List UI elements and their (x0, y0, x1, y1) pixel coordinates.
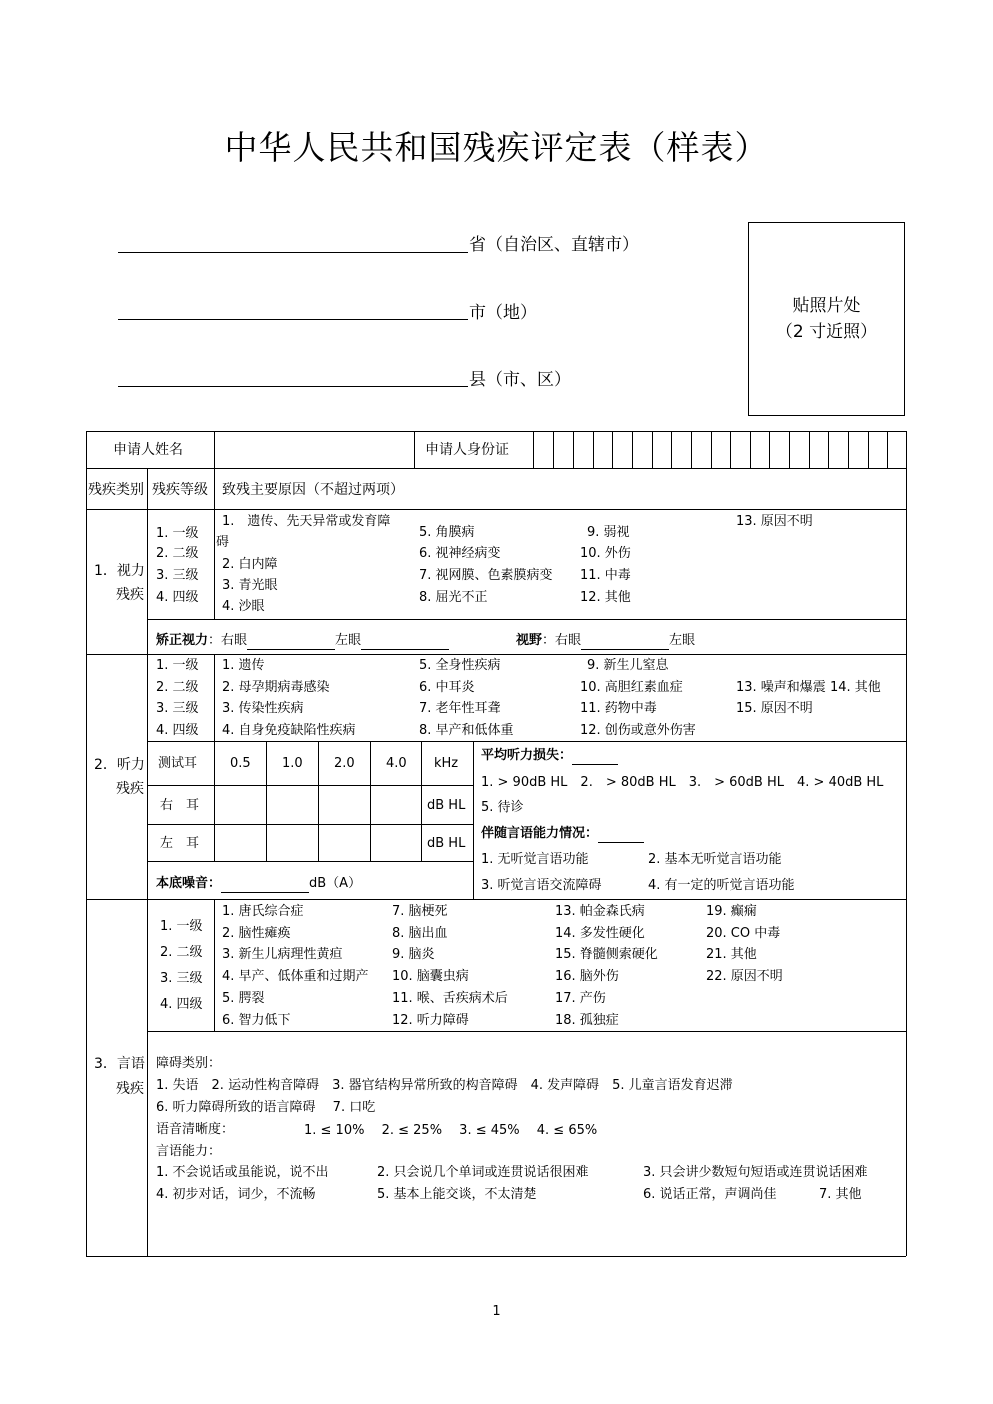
speech-cause-8[interactable]: 8. 脑出血 (392, 926, 448, 941)
speech-ability-opt-3[interactable]: 3. 听觉言语交流障碍 (481, 878, 602, 893)
hearing-cause-5[interactable]: 5. 全身性疾病 (419, 658, 501, 673)
right-ear-0-5-field[interactable] (216, 787, 266, 823)
speech-cause-17[interactable]: 17. 产伤 (555, 991, 606, 1006)
speech-level-3[interactable]: 3. 三级 (160, 971, 203, 986)
speech-level-2[interactable]: 2. 二级 (160, 945, 203, 960)
photo-label: 贴照片处 (792, 296, 861, 316)
corrected-left-eye-field[interactable] (361, 649, 449, 650)
freq-0-5: 0.5 (230, 756, 251, 771)
right-ear-4-0-field[interactable] (372, 787, 420, 823)
category-header: 残疾类别 (88, 482, 144, 498)
freq-unit: kHz (434, 756, 459, 771)
applicant-id-label: 申请人身份证 (425, 442, 509, 458)
speech-ability-field[interactable] (598, 842, 644, 843)
speech-cause-5[interactable]: 5. 腭裂 (222, 991, 265, 1006)
photo-box[interactable] (748, 222, 905, 416)
photo-size-label: （2 寸近照） (775, 322, 878, 342)
speech-category-label-2: 残疾 (116, 1081, 144, 1097)
hearing-cause-12[interactable]: 12. 创伤或意外伤害 (580, 723, 696, 738)
cause-header: 致残主要原因（不超过两项） (222, 482, 404, 498)
hearing-level-2[interactable]: 2. 二级 (156, 680, 199, 695)
vision-cause-1-wrap: 碍 (216, 535, 230, 550)
speech-cause-9[interactable]: 9. 脑炎 (392, 947, 435, 962)
visual-field-right-label: ：右眼 (542, 633, 582, 648)
left-ear-0-5-field[interactable] (216, 826, 266, 860)
speech-cause-13[interactable]: 13. 帕金森氏病 (555, 904, 645, 919)
vision-cause-11[interactable]: 11. 中毒 (580, 568, 631, 583)
avg-loss-pending[interactable]: 5. 待诊 (481, 800, 524, 815)
freq-1-0: 1.0 (282, 756, 303, 771)
applicant-id-field[interactable] (535, 433, 905, 467)
test-ear-header: 测试耳 (158, 756, 198, 771)
vision-level-1[interactable]: 1. 一级 (156, 526, 199, 541)
province-input-line[interactable] (118, 252, 468, 253)
hearing-level-1[interactable]: 1. 一级 (156, 658, 199, 673)
background-noise-field[interactable] (221, 892, 309, 893)
clarity-label: 语音清晰度： (156, 1122, 235, 1137)
hearing-cause-15[interactable]: 15. 原因不明 (736, 701, 813, 716)
vision-cause-6[interactable]: 6. 视神经病变 (419, 546, 501, 561)
speech-ability-6[interactable]: 6. 说话正常，声调尚佳 (643, 1187, 777, 1202)
freq-2-0: 2.0 (334, 756, 355, 771)
speech-ability-3[interactable]: 3. 只会讲少数短句短语或连贯说话困难 (643, 1165, 868, 1180)
left-ear-1-0-field[interactable] (268, 826, 318, 860)
left-ear-unit: dB HL (427, 836, 466, 851)
speech-cause-6[interactable]: 6. 智力低下 (222, 1013, 291, 1028)
right-ear-unit: dB HL (427, 798, 466, 813)
left-ear-label: 左 耳 (160, 836, 200, 851)
speech-cause-19[interactable]: 19. 癫痫 (706, 904, 757, 919)
visual-field-label: 视野 (516, 633, 543, 648)
background-noise-unit: dB（A） (309, 876, 362, 891)
city-label: 市（地） (469, 303, 537, 323)
hearing-level-4[interactable]: 4. 四级 (156, 723, 199, 738)
speech-cause-22[interactable]: 22. 原因不明 (706, 969, 783, 984)
vision-cause-7[interactable]: 7. 视网膜、色素膜病变 (419, 568, 553, 583)
speech-ability-opt-2[interactable]: 2. 基本无听觉言语功能 (648, 852, 782, 867)
speech-cause-3[interactable]: 3. 新生儿病理性黄疸 (222, 947, 343, 962)
speech-cause-1[interactable]: 1. 唐氏综合症 (222, 904, 304, 919)
speech-cause-15[interactable]: 15. 脊髓侧索硬化 (555, 947, 658, 962)
hearing-level-3[interactable]: 3. 三级 (156, 701, 199, 716)
freq-4-0: 4.0 (386, 756, 407, 771)
speech-cause-21[interactable]: 21. 其他 (706, 947, 757, 962)
speech-cause-11[interactable]: 11. 喉、舌疾病术后 (392, 991, 508, 1006)
vision-cause-1[interactable]: 1. 遗传、先天异常或发育障 (222, 514, 391, 529)
speech-cause-4[interactable]: 4. 早产、低体重和过期产 (222, 969, 369, 984)
hearing-cause-1[interactable]: 1. 遗传 (222, 658, 265, 673)
hearing-cause-11[interactable]: 11. 药物中毒 (580, 701, 657, 716)
applicant-name-label: 申请人姓名 (113, 442, 183, 458)
speech-level-1[interactable]: 1. 一级 (160, 919, 203, 934)
speech-cause-10[interactable]: 10. 脑囊虫病 (392, 969, 469, 984)
corrected-right-eye-field[interactable] (247, 649, 335, 650)
vision-cause-3[interactable]: 3. 青光眼 (222, 578, 278, 593)
speech-ability-label: 伴随言语能力情况： (481, 826, 599, 841)
level-header: 残疾等级 (152, 482, 208, 498)
hearing-cause-3[interactable]: 3. 传染性疾病 (222, 701, 304, 716)
hearing-cause-8[interactable]: 8. 早产和低体重 (419, 723, 514, 738)
speech-level-4[interactable]: 4. 四级 (160, 997, 203, 1012)
visual-field-left-label: 左眼 (669, 633, 696, 648)
vision-cause-12[interactable]: 12. 其他 (580, 590, 631, 605)
vision-cause-8[interactable]: 8. 屈光不正 (419, 590, 488, 605)
speech-cause-18[interactable]: 18. 孤独症 (555, 1013, 619, 1028)
vision-cause-13[interactable]: 13. 原因不明 (736, 514, 813, 529)
vision-level-2[interactable]: 2. 二级 (156, 546, 199, 561)
vision-level-3[interactable]: 3. 三级 (156, 568, 199, 583)
speech-ability-header: 言语能力： (156, 1144, 222, 1159)
left-ear-2-0-field[interactable] (320, 826, 370, 860)
right-ear-1-0-field[interactable] (268, 787, 318, 823)
right-ear-2-0-field[interactable] (320, 787, 370, 823)
visual-field-right-field[interactable] (581, 649, 669, 650)
vision-cause-10[interactable]: 10. 外伤 (580, 546, 631, 561)
avg-loss-label: 平均听力损失： (481, 748, 573, 763)
speech-category-label: 3．言语 (94, 1056, 145, 1072)
speech-ability-2[interactable]: 2. 只会说几个单词或连贯说话很困难 (377, 1165, 589, 1180)
speech-cause-16[interactable]: 16. 脑外伤 (555, 969, 619, 984)
speech-ability-5[interactable]: 5. 基本上能交谈，不太清楚 (377, 1187, 537, 1202)
hearing-cause-13-14[interactable]: 13. 噪声和爆震 14. 其他 (736, 680, 881, 695)
vision-cause-2[interactable]: 2. 白内障 (222, 557, 278, 572)
left-ear-4-0-field[interactable] (372, 826, 420, 860)
hearing-cause-4[interactable]: 4. 自身免疫缺陷性疾病 (222, 723, 356, 738)
right-ear-label: 右 耳 (160, 798, 200, 813)
avg-loss-options[interactable]: 1. > 90dB HL 2. > 80dB HL 3. > 60dB HL 4. > 40dB HL (481, 775, 884, 790)
vision-category-label-2: 残疾 (116, 587, 144, 603)
hearing-cause-10[interactable]: 10. 高胆红素血症 (580, 680, 683, 695)
speech-cause-2[interactable]: 2. 脑性瘫痪 (222, 926, 291, 941)
corrected-right-eye-label: ：右眼 (208, 633, 248, 648)
hearing-category-label: 2．听力 (94, 757, 145, 773)
speech-ability-7[interactable]: 7. 其他 (819, 1187, 862, 1202)
disorder-type-options-1[interactable]: 1. 失语 2. 运动性构音障碍 3. 器官结构异常所致的构音障碍 4. 发声障碍 5. 儿童言语发育迟滞 (156, 1078, 733, 1093)
hearing-cause-9[interactable]: 9. 新生儿窒息 (587, 658, 669, 673)
corrected-left-eye-label: 左眼 (335, 633, 362, 648)
hearing-cause-2[interactable]: 2. 母孕期病毒感染 (222, 680, 330, 695)
province-label: 省（自治区、直辖市） (469, 235, 639, 255)
speech-ability-opt-4[interactable]: 4. 有一定的听觉言语功能 (648, 878, 795, 893)
page-number: 1 (492, 1304, 501, 1319)
speech-cause-14[interactable]: 14. 多发性硬化 (555, 926, 645, 941)
corrected-vision-label: 矫正视力 (156, 633, 209, 648)
hearing-category-label-2: 残疾 (116, 781, 144, 797)
vision-category-label: 1．视力 (94, 563, 145, 579)
county-input-line[interactable] (118, 386, 468, 387)
speech-ability-opt-1[interactable]: 1. 无听觉言语功能 (481, 852, 589, 867)
background-noise-label: 本底噪音： (156, 876, 222, 891)
clarity-options[interactable]: 1. ≤ 10% 2. ≤ 25% 3. ≤ 45% 4. ≤ 65% (304, 1123, 598, 1138)
city-input-line[interactable] (118, 319, 468, 320)
county-label: 县（市、区） (469, 370, 571, 390)
speech-cause-20[interactable]: 20. CO 中毒 (706, 926, 781, 941)
applicant-name-field[interactable] (216, 433, 412, 467)
disorder-type-label: 障碍类别： (156, 1056, 222, 1071)
speech-ability-4[interactable]: 4. 初步对话，词少，不流畅 (156, 1187, 316, 1202)
vision-level-4[interactable]: 4. 四级 (156, 590, 199, 605)
hearing-cause-7[interactable]: 7. 老年性耳聋 (419, 701, 501, 716)
speech-ability-1[interactable]: 1. 不会说话或虽能说，说不出 (156, 1165, 329, 1180)
hearing-cause-6[interactable]: 6. 中耳炎 (419, 680, 475, 695)
speech-cause-7[interactable]: 7. 脑梗死 (392, 904, 448, 919)
speech-cause-12[interactable]: 12. 听力障碍 (392, 1013, 469, 1028)
vision-cause-9[interactable]: 9. 弱视 (587, 525, 630, 540)
page-title: 中华人民共和国残疾评定表（样表） (224, 128, 769, 167)
vision-cause-5[interactable]: 5. 角膜病 (419, 525, 475, 540)
vision-cause-4[interactable]: 4. 沙眼 (222, 599, 265, 614)
avg-loss-field[interactable] (572, 764, 618, 765)
disorder-type-options-2[interactable]: 6. 听力障碍所致的语言障碍 7. 口吃 (156, 1100, 376, 1115)
